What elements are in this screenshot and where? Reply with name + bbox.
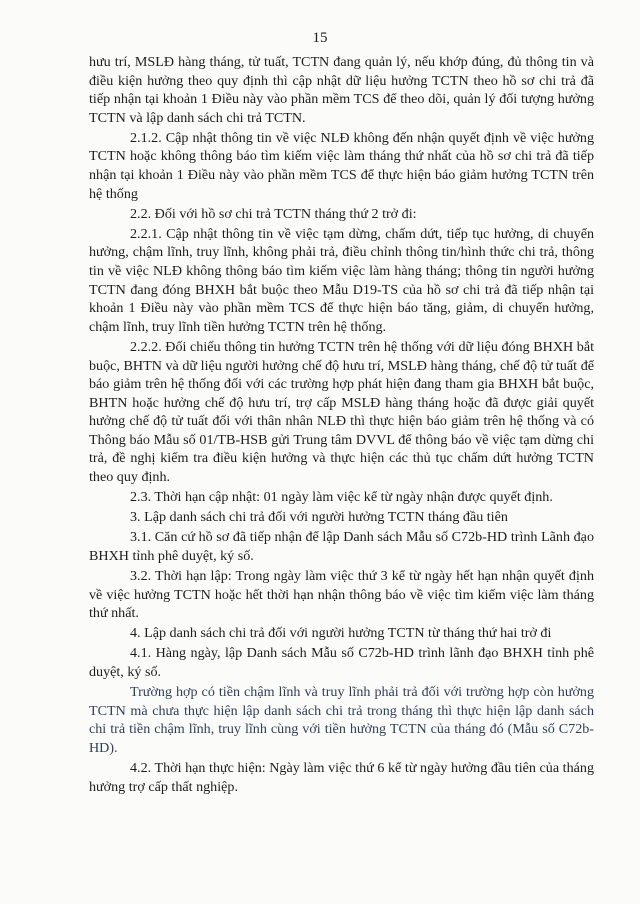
section-heading-4: 4. Lập danh sách chi trả đối với người hưởng TCTN từ tháng thứ hai trở đi <box>130 625 552 642</box>
paragraph-4-1-note: Trường hợp có tiền chậm lĩnh và truy lĩnh phải trả đối với trường hợp còn hưởng TCTN mà chưa thực hiện lập danh sách chi trả trong tháng thì thực hiện lập danh sách chi trả tiền chậm lĩnh, truy lĩnh cùng với tiền hưởng TCTN của tháng đó (Mẫu số C72b-HD). <box>89 684 594 756</box>
paragraph-2-2: 2.2. Đối với hồ sơ chi trả TCTN tháng thứ 2 trở đi: <box>130 205 417 222</box>
paragraph-2-2-2: 2.2.2. Đối chiếu thông tin hưởng TCTN trên hệ thống với dữ liệu đóng BHXH bắt buộc, BHTN và dữ liệu người hưởng chế độ hưu trí, MSLĐ hàng tháng, chế độ tử tuất để báo giảm trên hệ thống đối với các trường hợp phát hiện đang tham gia BHXH bắt buộc, BHTN hoặc hưởng chế độ hưu trí, trợ cấp MSLĐ hàng tháng hoặc đã được giải quyết hưởng chế độ tử tuất đối với thân nhân NLĐ thì thực hiện báo giảm trên hệ thống và có Thông báo Mẫu số 01/TB-HSB gửi Trung tâm DVVL để thông báo về việc tạm dừng chi trả, đề nghị kiểm tra điều kiện hưởng và thực hiện các thủ tục chấm dứt hưởng TCTN theo quy định. <box>89 338 594 486</box>
paragraph-4-2: 4.2. Thời hạn thực hiện: Ngày làm việc thứ 6 kể từ ngày hưởng đầu tiên của tháng hưởng trợ cấp thất nghiệp. <box>89 759 594 795</box>
document-body <box>89 53 594 798</box>
paragraph-2-1-2: 2.1.2. Cập nhật thông tin về việc NLĐ không đến nhận quyết định về việc hưởng TCTN hoặc không thông báo tìm kiếm việc làm tháng thứ nhất của hồ sơ chi trả đã tiếp nhận tại khoản 1 Điều này vào phần mềm TCS để thực hiện báo giảm hưởng TCTN trên hệ thống <box>89 129 594 202</box>
paragraph-2-2-1: 2.2.1. Cập nhật thông tin về việc tạm dừng, chấm dứt, tiếp tục hưởng, di chuyển hưởng, chậm lĩnh, truy lĩnh, không phải trả, điều chỉnh thông tin/hình thức chi trả, thông tin về việc NLĐ không thông báo tìm kiếm việc làm hàng tháng; thông tin người hưởng TCTN đang đóng BHXH bắt buộc theo Mẫu D19-TS của hồ sơ chi trả đã tiếp nhận tại khoản 1 Điều này vào phần mềm TCS để thực hiện báo tăng, giảm, di chuyển hưởng, chậm lĩnh, truy lĩnh tiền hưởng TCTN trên hệ thống. <box>89 225 594 335</box>
paragraph-continuation: hưu trí, MSLĐ hàng tháng, tử tuất, TCTN đang quản lý, nếu khớp đúng, đủ thông tin và điều kiện hưởng theo quy định thì cập nhật dữ liệu hưởng TCTN theo hồ sơ chi trả đã tiếp nhận tại khoản 1 Điều này vào phần mềm TCS để theo dõi, quản lý đối tượng hưởng TCTN và lập danh sách chi trả TCTN. <box>89 54 594 126</box>
paragraph-2-3: 2.3. Thời hạn cập nhật: 01 ngày làm việc kể từ ngày nhận được quyết định. <box>130 489 553 506</box>
page-number: 15 <box>312 30 328 46</box>
paragraph-3-1: 3.1. Căn cứ hồ sơ đã tiếp nhận để lập Danh sách Mẫu số C72b-HD trình Lãnh đạo BHXH tỉnh phê duyệt, ký số. <box>89 529 594 564</box>
paragraph-3-2: 3.2. Thời hạn lập: Trong ngày làm việc thứ 3 kể từ ngày hết hạn nhận quyết định về việc hưởng TCTN hoặc hết thời hạn nhận thông báo về việc tìm kiếm việc làm tháng thứ nhất. <box>89 568 594 622</box>
paragraph-4-1: 4.1. Hàng ngày, lập Danh sách Mẫu số C72b-HD trình lãnh đạo BHXH tỉnh phê duyệt, ký số. <box>89 645 594 680</box>
section-heading-3: 3. Lập danh sách chi trả đối với người hưởng TCTN tháng đầu tiên <box>130 509 508 526</box>
